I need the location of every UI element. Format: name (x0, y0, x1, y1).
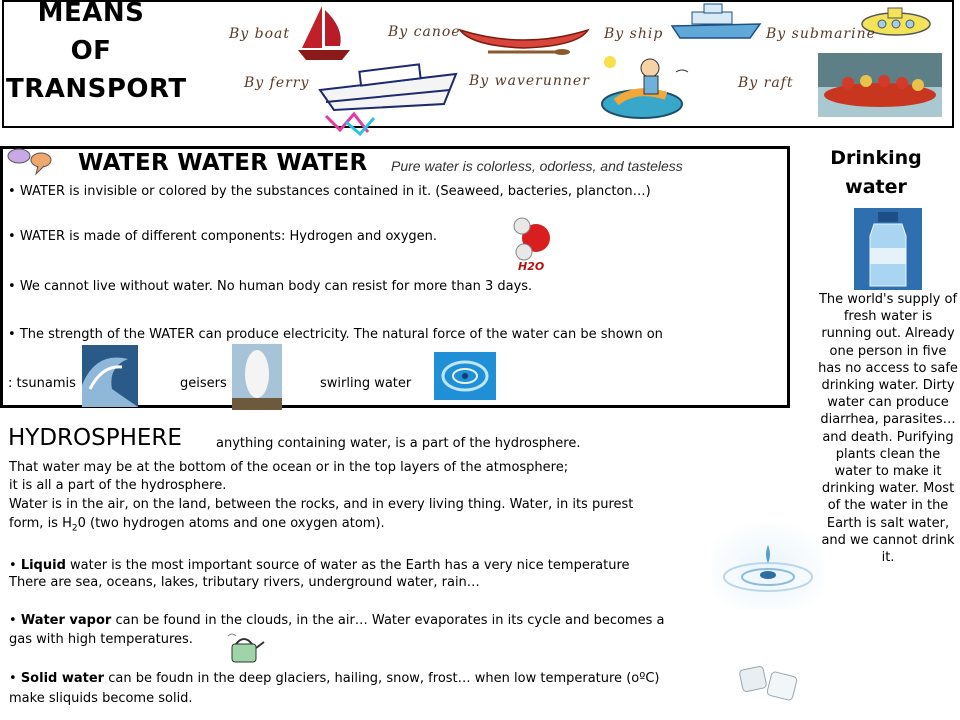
hydrosphere-lead: anything containing water, is a part of the hydrosphere. (216, 436, 581, 451)
geiser-image (232, 344, 282, 410)
label-by-ferry: By ferry (244, 75, 310, 91)
liquid-water-line-2: There are sea, oceans, lakes, tributary rivers, underground water, rain… (9, 575, 480, 590)
transport-title: MEANS OF TRANSPORT (6, 0, 187, 104)
water-bullet-4: • The strength of the WATER can produce electricity. The natural force of the water can be shown on (8, 327, 663, 342)
label-by-ship: By ship (604, 26, 664, 42)
label-by-waverunner: By waverunner (469, 73, 590, 89)
water-drop-image (712, 523, 824, 609)
ship-image (668, 0, 764, 42)
water-bullet-2: • WATER is made of different components: Hydrogen and oxygen. (8, 229, 438, 244)
kettle-image (226, 632, 266, 666)
liquid-water-line-1: • Liquid water is the most important source of water as the Earth has a very nice temperature (9, 558, 630, 573)
swirling-water-image (434, 352, 496, 400)
label-by-raft: By raft (738, 75, 794, 91)
drinking-water-text: The world's supply of fresh water is running out. Already one person in five has no access to safe drinking water. Dirty water can produce diarrhea, parasites… and death. Purifying plants clean the water to make it drinking water. Most of the water in the Earth is salt water, and we cannot drink it. (818, 292, 958, 566)
h2o-molecule-image (510, 210, 556, 272)
tsunami-image (82, 345, 138, 407)
tsunamis-text: : tsunamis (8, 376, 76, 391)
ferry-image (312, 52, 462, 136)
hydrosphere-line-2: it is all a part of the hydrosphere. (9, 478, 227, 493)
water-vapor-line-1: • Water vapor can be found in the clouds, in the air… Water evaporates in its cycle and becomes a (9, 613, 665, 628)
label-by-canoe: By canoe (388, 24, 461, 40)
hydrosphere-line-4: form, is $H_20$ (two hydrogen atoms and one oxygen atom). (9, 516, 385, 534)
hydrosphere-line-1: That water may be at the bottom of the ocean or in the top layers of the atmosphere; (9, 460, 569, 475)
label-by-submarine: By submarine (766, 26, 876, 42)
h2o-label: H2O (518, 260, 545, 272)
water-bullet-3: • We cannot live without water. No human body can resist for more than 3 days. (8, 279, 533, 294)
geisers-text: geisers (180, 376, 227, 391)
hydrosphere-line-3: Water is in the air, on the land, between the rocks, and in every living thing. Water, in its purest (9, 497, 634, 512)
speech-bubbles-icon (4, 146, 56, 176)
water-heading: WATER WATER WATER (78, 150, 368, 176)
label-by-boat: By boat (229, 26, 291, 42)
solid-water-line-2: make sliquids become solid. (9, 691, 193, 706)
water-bullet-1: • WATER is invisible or colored by the substances contained in it. (Seaweed, bacteries, plancton…) (8, 184, 651, 199)
waverunner-image (596, 46, 698, 126)
swirling-water-text: swirling water (320, 376, 412, 391)
solid-water-line-1: • Solid water can be foudn in the deep glaciers, hailing, snow, frost… when low temperature (oºC) (9, 671, 660, 686)
canoe-image (458, 16, 590, 58)
drinking-water-title: Drinking water (830, 147, 922, 198)
ice-cubes-image (735, 660, 805, 704)
water-vapor-line-2: gas with high temperatures. (9, 632, 193, 647)
water-bottle-image (854, 208, 922, 290)
water-subtitle: Pure water is colorless, odorless, and tasteless (391, 158, 683, 174)
raft-image (818, 53, 942, 117)
hydrosphere-title: HYDROSPHERE (8, 425, 182, 451)
